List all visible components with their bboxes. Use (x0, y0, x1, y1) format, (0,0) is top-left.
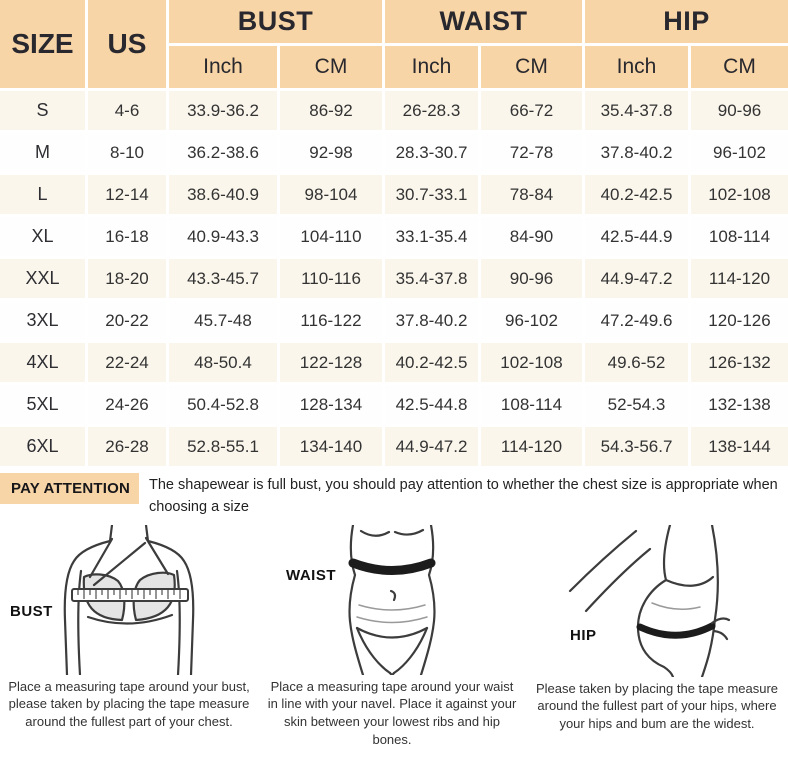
cell-bust-inch: 45.7-48 (169, 301, 277, 340)
header-waist-cm: CM (481, 46, 582, 88)
cell-us: 12-14 (88, 175, 166, 214)
bust-figure (0, 525, 258, 761)
cell-bust-cm: 116-122 (280, 301, 382, 340)
cell-bust-inch: 48-50.4 (169, 343, 277, 382)
cell-hip-cm: 96-102 (691, 133, 788, 172)
cell-bust-cm: 134-140 (280, 427, 382, 466)
cell-size: 6XL (0, 427, 85, 466)
note-row (0, 473, 788, 519)
cell-bust-inch: 33.9-36.2 (169, 91, 277, 130)
cell-hip-inch: 40.2-42.5 (585, 175, 688, 214)
waist-illustration-icon (287, 525, 497, 675)
header-hip-cm: CM (691, 46, 788, 88)
cell-us: 24-26 (88, 385, 166, 424)
cell-bust-inch: 52.8-55.1 (169, 427, 277, 466)
header-hip-inch: Inch (585, 46, 688, 88)
cell-waist-inch: 26-28.3 (385, 91, 478, 130)
cell-waist-cm: 102-108 (481, 343, 582, 382)
cell-size: 4XL (0, 343, 85, 382)
cell-size: M (0, 133, 85, 172)
cell-size: 5XL (0, 385, 85, 424)
cell-waist-cm: 84-90 (481, 217, 582, 256)
cell-hip-cm: 120-126 (691, 301, 788, 340)
header-bust-inch: Inch (169, 46, 277, 88)
cell-bust-inch: 50.4-52.8 (169, 385, 277, 424)
cell-us: 16-18 (88, 217, 166, 256)
hip-illustration-icon (552, 525, 762, 677)
cell-waist-cm: 90-96 (481, 259, 582, 298)
bust-figure-label: BUST (10, 602, 53, 620)
cell-hip-cm: 90-96 (691, 91, 788, 130)
cell-bust-inch: 38.6-40.9 (169, 175, 277, 214)
cell-hip-cm: 126-132 (691, 343, 788, 382)
cell-waist-inch: 30.7-33.1 (385, 175, 478, 214)
cell-bust-inch: 36.2-38.6 (169, 133, 277, 172)
cell-hip-cm: 114-120 (691, 259, 788, 298)
cell-waist-inch: 33.1-35.4 (385, 217, 478, 256)
cell-hip-inch: 49.6-52 (585, 343, 688, 382)
cell-hip-cm: 108-114 (691, 217, 788, 256)
cell-us: 26-28 (88, 427, 166, 466)
cell-size: XL (0, 217, 85, 256)
cell-waist-inch: 44.9-47.2 (385, 427, 478, 466)
header-us: US (88, 0, 166, 88)
cell-us: 8-10 (88, 133, 166, 172)
cell-hip-cm: 138-144 (691, 427, 788, 466)
header-bust-cm: CM (280, 46, 382, 88)
waist-figure-caption: Place a measuring tape around your waist in line with your navel. Place it against your skin between your lowest ribs and hip bones. (267, 678, 517, 747)
cell-size: S (0, 91, 85, 130)
cell-bust-cm: 86-92 (280, 91, 382, 130)
cell-hip-inch: 42.5-44.9 (585, 217, 688, 256)
cell-bust-cm: 92-98 (280, 133, 382, 172)
header-hip: HIP (585, 0, 788, 43)
bust-figure-caption: Place a measuring tape around your bust, please taken by placing the tape measure around the fullest part of your chest. (8, 678, 250, 730)
cell-waist-cm: 114-120 (481, 427, 582, 466)
bust-illustration-icon (24, 525, 234, 675)
cell-waist-inch: 40.2-42.5 (385, 343, 478, 382)
cell-us: 20-22 (88, 301, 166, 340)
cell-bust-cm: 98-104 (280, 175, 382, 214)
cell-waist-cm: 72-78 (481, 133, 582, 172)
cell-bust-cm: 128-134 (280, 385, 382, 424)
waist-figure (258, 525, 526, 761)
cell-size: XXL (0, 259, 85, 298)
cell-waist-inch: 28.3-30.7 (385, 133, 478, 172)
cell-hip-inch: 54.3-56.7 (585, 427, 688, 466)
cell-waist-inch: 35.4-37.8 (385, 259, 478, 298)
cell-waist-inch: 37.8-40.2 (385, 301, 478, 340)
note-text: The shapewear is full bust, you should pay attention to whether the chest size is appropriate when choosing a size (149, 477, 778, 516)
cell-size: L (0, 175, 85, 214)
header-bust: BUST (169, 0, 382, 43)
cell-hip-cm: 102-108 (691, 175, 788, 214)
header-waist-inch: Inch (385, 46, 478, 88)
cell-hip-inch: 35.4-37.8 (585, 91, 688, 130)
cell-waist-cm: 108-114 (481, 385, 582, 424)
waist-figure-label: WAIST (286, 566, 336, 584)
cell-bust-inch: 40.9-43.3 (169, 217, 277, 256)
pay-attention-badge: PAY ATTENTION (0, 473, 139, 504)
cell-bust-cm: 104-110 (280, 217, 382, 256)
hip-figure-caption: Please taken by placing the tape measure around the fullest part of your hips, where your hips and bum are the widest. (535, 680, 779, 732)
cell-us: 4-6 (88, 91, 166, 130)
cell-hip-inch: 37.8-40.2 (585, 133, 688, 172)
cell-hip-inch: 52-54.3 (585, 385, 688, 424)
header-size: SIZE (0, 0, 85, 88)
cell-us: 18-20 (88, 259, 166, 298)
cell-hip-inch: 47.2-49.6 (585, 301, 688, 340)
measuring-figures (0, 525, 788, 761)
cell-waist-cm: 78-84 (481, 175, 582, 214)
cell-bust-inch: 43.3-45.7 (169, 259, 277, 298)
cell-hip-inch: 44.9-47.2 (585, 259, 688, 298)
hip-figure-label: HIP (570, 626, 597, 644)
cell-size: 3XL (0, 301, 85, 340)
cell-bust-cm: 110-116 (280, 259, 382, 298)
cell-hip-cm: 132-138 (691, 385, 788, 424)
cell-waist-cm: 96-102 (481, 301, 582, 340)
cell-waist-inch: 42.5-44.8 (385, 385, 478, 424)
header-waist: WAIST (385, 0, 582, 43)
cell-us: 22-24 (88, 343, 166, 382)
cell-bust-cm: 122-128 (280, 343, 382, 382)
hip-figure (526, 525, 788, 761)
cell-waist-cm: 66-72 (481, 91, 582, 130)
